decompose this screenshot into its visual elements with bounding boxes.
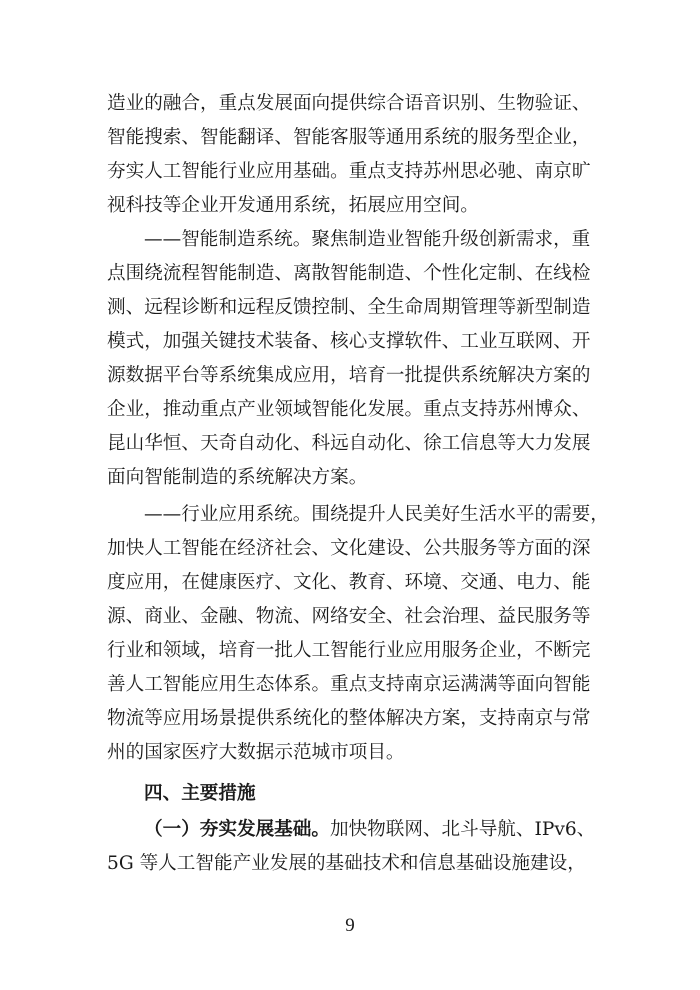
- body-line: 行业和领域，培育一批人工智能行业应用服务企业，不断完: [107, 640, 591, 661]
- body-line: 夯实人工智能行业应用基础。重点支持苏州思必驰、南京旷: [107, 161, 591, 182]
- subheading-title: （一）夯实发展基础。: [144, 819, 330, 840]
- body-line: 模式，加强关键技术装备、核心支撑软件、工业互联网、开: [107, 331, 591, 352]
- subheading-line: [144, 818, 595, 842]
- body-line: 州的国家医疗大数据示范城市项目。: [107, 742, 405, 763]
- body-line: 昆山华恒、天奇自动化、科远自动化、徐工信息等大力发展: [107, 433, 591, 454]
- body-line: 测、远程诊断和远程反馈控制、全生命周期管理等新型制造: [107, 297, 591, 318]
- body-line: 点围绕流程智能制造、离散智能制造、个性化定制、在线检: [107, 263, 591, 284]
- body-line: 造业的融合，重点发展面向提供综合语音识别、生物验证、: [107, 93, 591, 114]
- page-number: 9: [345, 915, 355, 936]
- body-line: 物流等应用场景提供系统化的整体解决方案，支持南京与常: [107, 708, 591, 729]
- body-line: 5G 等人工智能产业发展的基础技术和信息基础设施建设，: [107, 853, 586, 874]
- body-line: ——智能制造系统。聚焦制造业智能升级创新需求，重: [144, 229, 591, 250]
- body-line: 源数据平台等系统集成应用，培育一批提供系统解决方案的: [107, 365, 591, 386]
- body-line: 视科技等企业开发通用系统，拓展应用空间。: [107, 195, 479, 216]
- body-line: 善人工智能应用生态体系。重点支持南京运满满等面向智能: [107, 674, 591, 695]
- body-line: 智能搜索、智能翻译、智能客服等通用系统的服务型企业，: [107, 127, 591, 148]
- body-line: 加快人工智能在经济社会、文化建设、公共服务等方面的深: [107, 538, 591, 559]
- body-line: 面向智能制造的系统解决方案。: [107, 467, 368, 488]
- body-line: 源、商业、金融、物流、网络安全、社会治理、益民服务等: [107, 606, 591, 627]
- body-line: 度应用，在健康医疗、文化、教育、环境、交通、电力、能: [107, 572, 591, 593]
- body-line: 企业，推动重点产业领域智能化发展。重点支持苏州博众、: [107, 399, 591, 420]
- body-line: ——行业应用系统。围绕提升人民美好生活水平的需要，: [144, 504, 609, 525]
- section-heading: 四、主要措施: [144, 783, 256, 804]
- subheading-text: 加快物联网、北斗导航、IPv6、: [329, 819, 596, 840]
